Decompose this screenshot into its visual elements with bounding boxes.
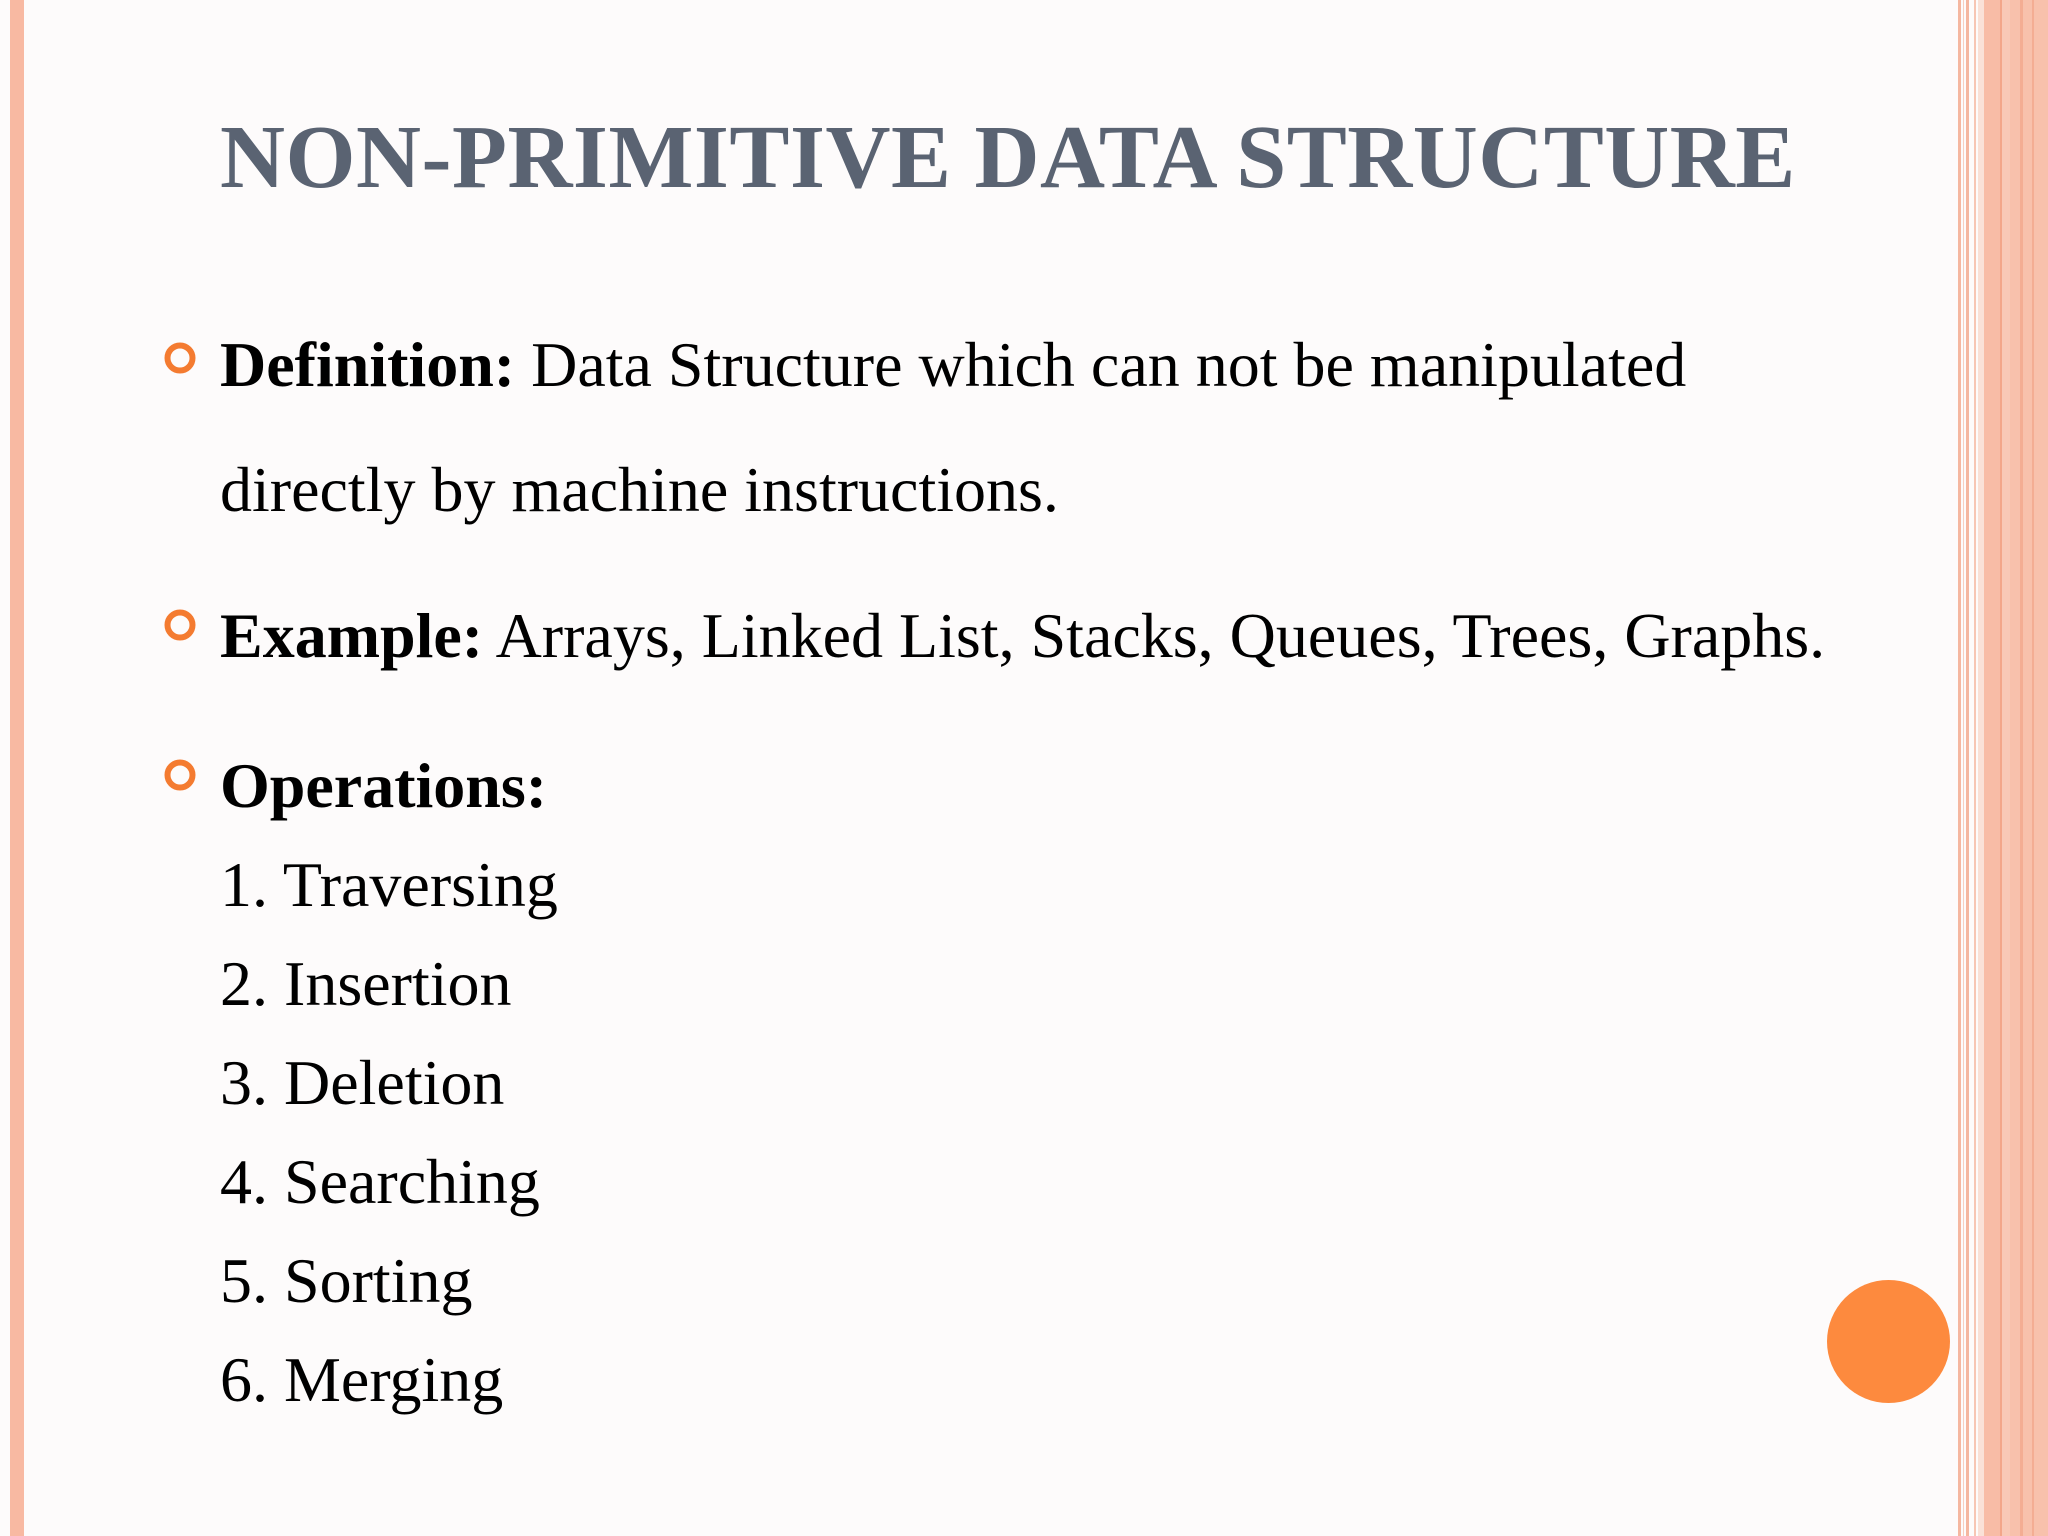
hollow-circle-bullet-icon [162,757,198,793]
right-border-decoration [1958,0,2048,1536]
list-item: 2. Insertion [220,948,512,1019]
operations-label: Operations: [220,750,548,821]
list-item: 1. Traversing [220,849,558,920]
definition-text: Data Structure which can not be manipulated [515,329,1687,400]
list-item: 4. Searching [220,1146,540,1217]
definition-label: Definition: [220,329,516,400]
example-label: Example: [220,600,484,671]
hollow-circle-bullet-icon [162,607,198,643]
example-text: Arrays, Linked List, Stacks, Queues, Trees, Graphs. [483,600,1826,671]
orange-circle-decoration-icon [1827,1280,1950,1403]
example-line [220,598,1825,674]
definition-line-1 [220,327,1686,403]
hollow-circle-bullet-icon [162,340,198,376]
slide-title: NON-PRIMITIVE DATA STRUCTURE [220,108,1796,207]
definition-line-2: directly by machine instructions. [220,454,1059,525]
list-item: 6. Merging [220,1344,504,1415]
operations-heading [220,748,547,824]
list-item: 3. Deletion [220,1047,505,1118]
list-item: 5. Sorting [220,1245,473,1316]
operations-list [220,842,558,1436]
